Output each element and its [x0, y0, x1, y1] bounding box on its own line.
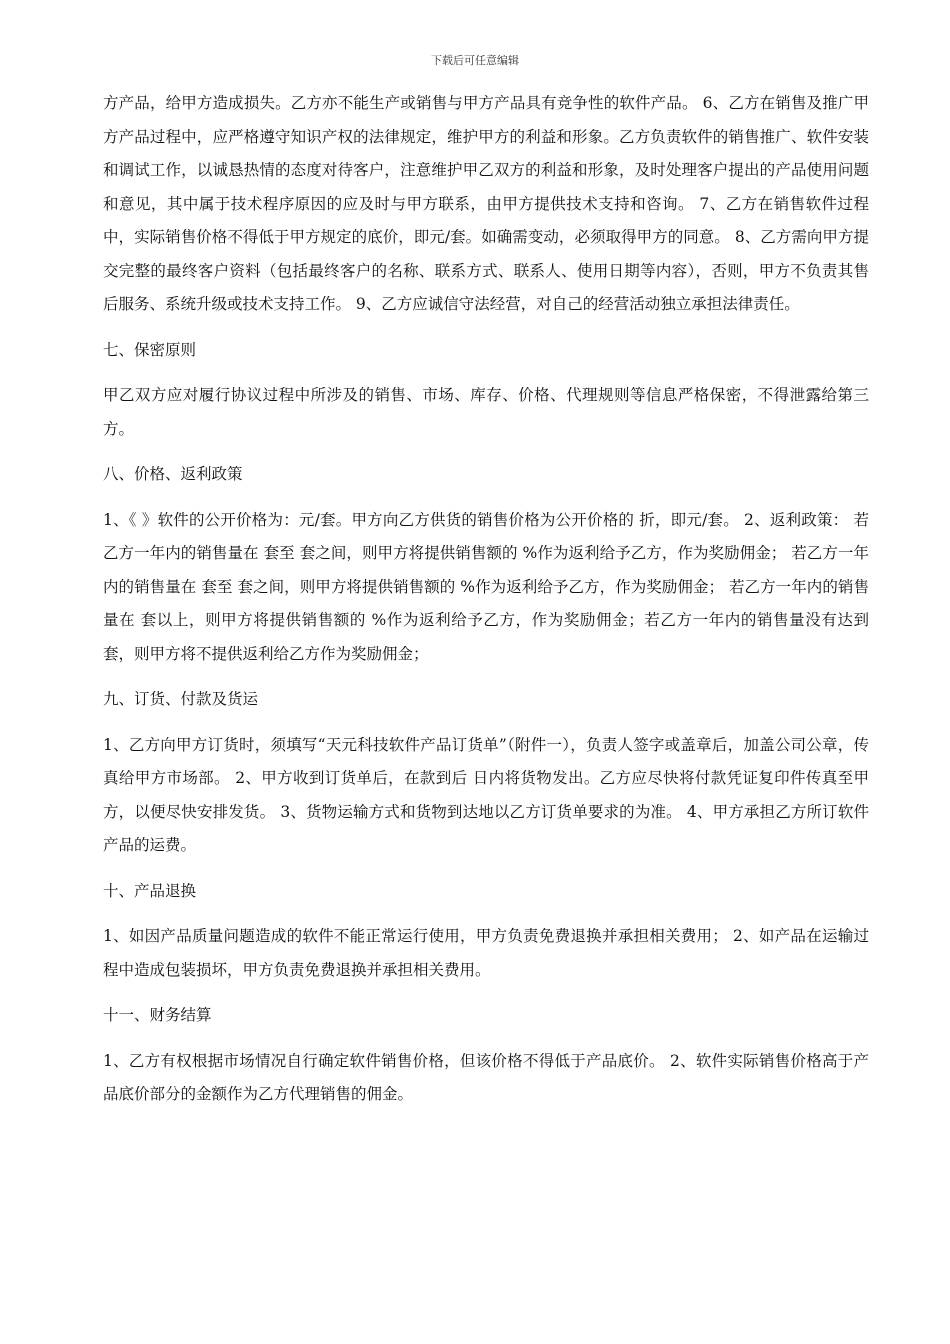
paragraph-obligations-continued: 方产品，给甲方造成损失。乙方亦不能生产或销售与甲方产品具有竞争性的软件产品。 6、乙方在销售及推广甲方产品过程中，应严格遵守知识产权的法律规定，维护甲方的利益和形象。乙方负责软件的销售推广、软件安装和调试工作，以诚恳热情的态度对待客户，注意维护甲乙双方的利益和形象，及时处理客户提出的产品使用问题和意见，其中属于技术程序原因的应及时与甲方联系，由甲方提供技术支持和咨询。 7、乙方在销售软件过程中，实际销售价格不得低于甲方规定的底价，即元/套。如确需变动，必须取得甲方的同意。 8、乙方需向甲方提交完整的最终客户资料（包括最终客户的名称、联系方式、联系人、使用日期等内容），否则，甲方不负责其售后服务、系统升级或技术支持工作。 9、乙方应诚信守法经营，对自己的经营活动独立承担法律责任。 — [103, 94, 869, 313]
paragraph-pricing-rebate: 1、《 》软件的公开价格为：元/套。甲方向乙方供货的销售价格为公开价格的 折，即元/套。 2、返利政策： 若乙方一年内的销售量在 套至 套之间，则甲方将提供销售额的 %作为返利给予乙方，作为奖励佣金； 若乙方一年内的销售量在 套至 套之间，则甲方将提供销售额的 %作为返利给予乙方，作为奖励佣金； 若乙方一年内的销售量在 套以上，则甲方将提供销售额的 %作为返利给予乙方，作为奖励佣金；若乙方一年内的销售量没有达到 套，则甲方将不提供返利给乙方作为奖励佣金； — [103, 510, 869, 663]
paragraph-confidentiality: 甲乙双方应对履行协议过程中所涉及的销售、市场、库存、价格、代理规则等信息严格保密，不得泄露给第三方。 — [103, 386, 869, 438]
paragraph-ordering-payment: 1、乙方向甲方订货时，须填写“天元科技软件产品订货单”（附件一），负责人签字或盖章后，加盖公司公章，传真给甲方市场部。 2、甲方收到订货单后，在款到后 日内将货物发出。乙方应尽快将付款凭证复印件传真至甲方，以便尽快安排发货。 3、货物运输方式和货物到达地以乙方订货单要求的为准。 4、甲方承担乙方所订软件产品的运费。 — [103, 735, 869, 854]
document-body — [103, 87, 869, 1112]
paragraph-returns: 1、如因产品质量问题造成的软件不能正常运行使用，甲方负责免费退换并承担相关费用； 2、如产品在运输过程中造成包装损坏，甲方负责免费退换并承担相关费用。 — [103, 927, 869, 979]
section-heading-ordering-payment: 九、订货、付款及货运 — [103, 690, 259, 708]
header-note: 下载后可任意编辑 — [431, 54, 519, 67]
paragraph-settlement: 1、乙方有权根据市场情况自行确定软件销售价格，但该价格不得低于产品底价。 2、软件实际销售价格高于产品底价部分的金额作为乙方代理销售的佣金。 — [103, 1051, 869, 1103]
section-heading-returns: 十、产品退换 — [103, 881, 197, 900]
section-heading-pricing-rebate: 八、价格、返利政策 — [103, 465, 243, 483]
section-heading-settlement: 十一、财务结算 — [103, 1006, 212, 1024]
section-heading-confidentiality: 七、保密原则 — [103, 340, 197, 359]
